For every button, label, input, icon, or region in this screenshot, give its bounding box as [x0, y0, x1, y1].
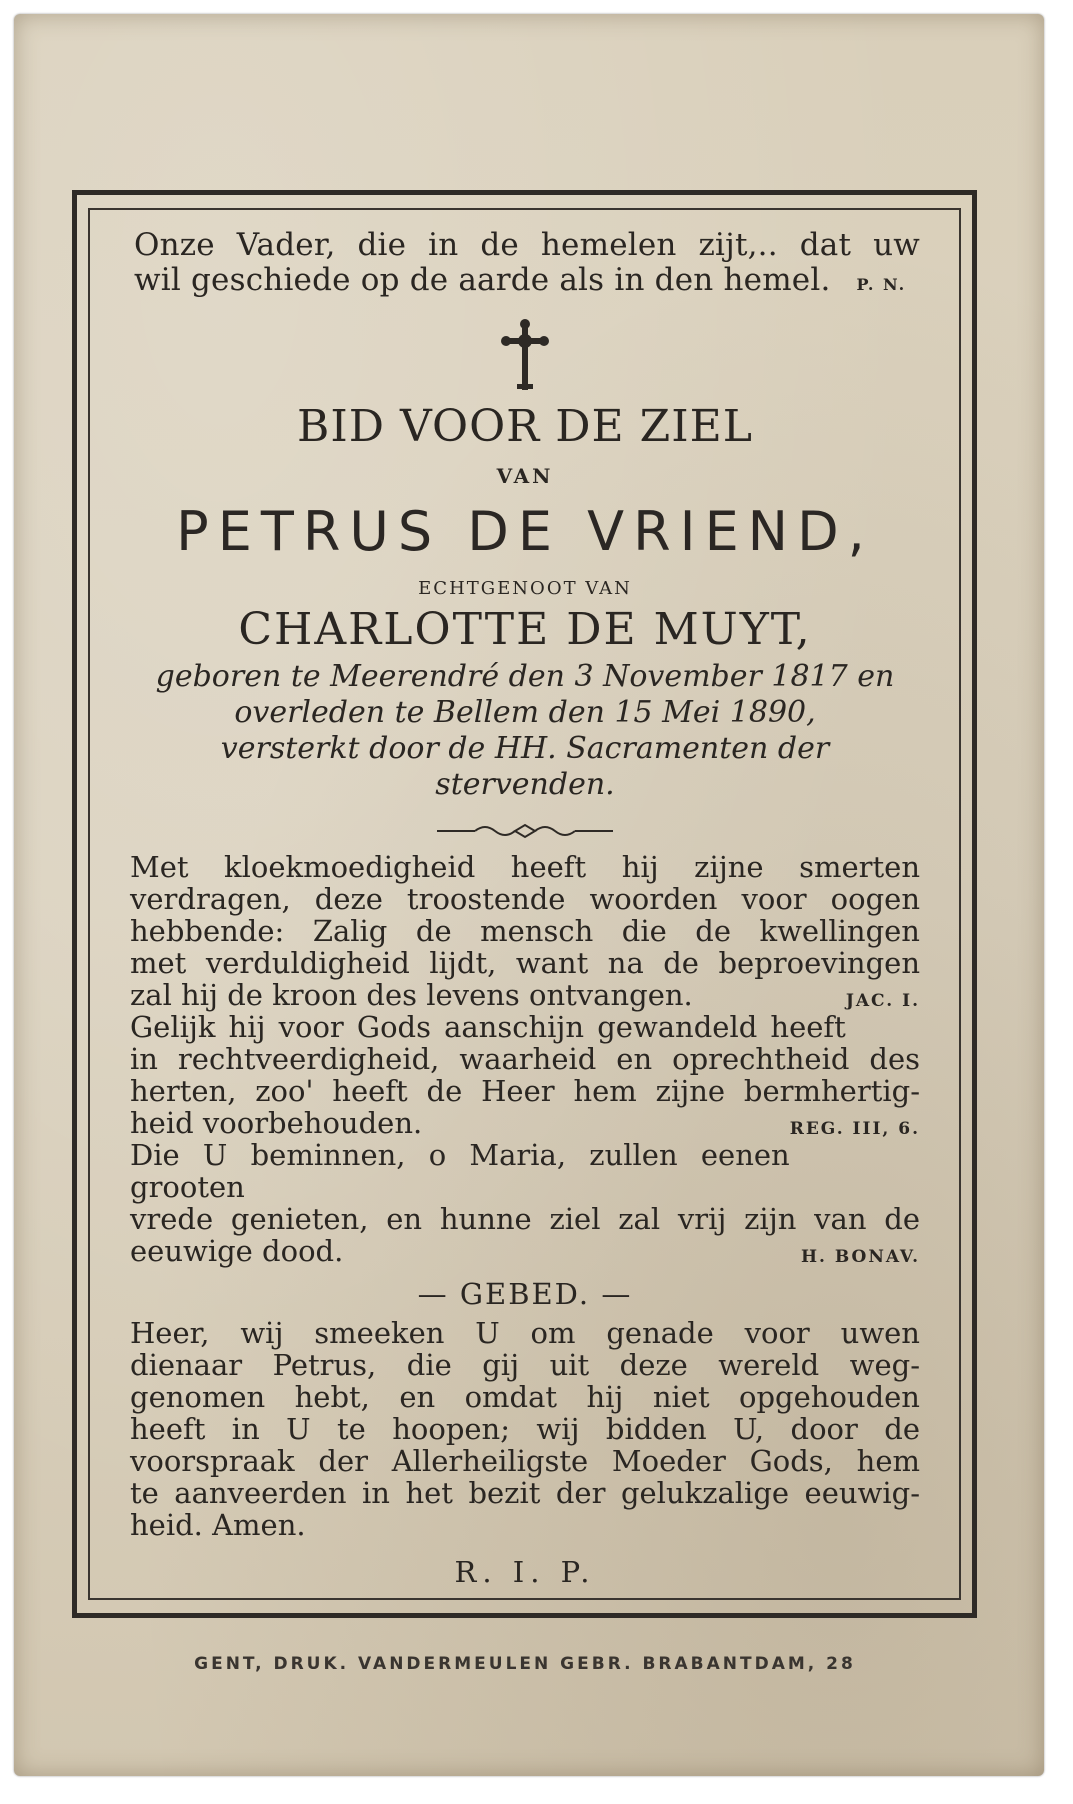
card-content [130, 228, 920, 1589]
prayer-line-2 [134, 263, 920, 302]
deceased-name: PETRUS DE VRIEND, [176, 500, 874, 563]
life-details [130, 659, 920, 803]
gebed-line: dienaar Petrus, die gij uit deze wereld weg- [130, 1348, 920, 1382]
death-line: overleden te Bellem den 15 Mei 1890, [234, 695, 816, 730]
gebed-line: Heer, wij smeeken U om genade voor uwen [130, 1316, 920, 1350]
prayer-line-1: Onze Vader, die in de hemelen zijt,.. dat uw [134, 227, 920, 263]
gebed-line: voorspraak der Allerheiligste Moeder Gods, hem [130, 1444, 920, 1478]
gebed-line: genomen hebt, en omdat hij niet opgehouden [130, 1380, 920, 1414]
rip-text: R. I. P. [454, 1555, 596, 1589]
paragraph-2 [130, 1011, 920, 1139]
p1-last-line [130, 979, 920, 1011]
p1-line: met verduldigheid lijdt, want na de beproevingen [130, 946, 920, 980]
spouse-name: CHARLOTTE DE MUYT, [238, 604, 812, 655]
gebed-line: te aanveerden in het bezit der gelukzalige eeuwig- [130, 1476, 920, 1510]
sacraments-line: versterkt door de HH. Sacramenten der stervenden. [220, 731, 830, 802]
p3-last-line [130, 1235, 920, 1267]
p2-line: in rechtveerdigheid, waarheid en oprechtheid des [130, 1042, 920, 1076]
van-label: VAN [496, 464, 554, 488]
ornament-divider-icon [435, 821, 615, 841]
printer-imprint: GENT, DRUK. VANDERMEULEN GEBR. BRABANTDAM, 28 [194, 1654, 856, 1674]
cross-icon [499, 318, 551, 392]
prayer-reference: P. N. [856, 275, 907, 294]
prayer-line-2-text: wil geschiede op de aarde als in den hemel. [134, 262, 831, 298]
gebed-prayer [130, 1317, 920, 1541]
bid-voor-de-ziel: BID VOOR DE ZIEL [297, 401, 753, 452]
p3-line: vrede genieten, en hunne ziel zal vrij zijn van de [130, 1202, 920, 1236]
gebed-line: heeft in U te hoopen; wij bidden U, door de [130, 1412, 920, 1446]
gebed-title: — GEBED. — [417, 1277, 633, 1311]
p3-line: Die U beminnen, o Maria, zullen eenen grooten [130, 1138, 790, 1204]
gebed-last-line: heid. Amen. [130, 1508, 306, 1542]
p2-line: Gelijk hij voor Gods aanschijn gewandeld heeft [130, 1010, 846, 1044]
paragraph-3 [130, 1139, 920, 1267]
p2-line: heid voorbehouden. [130, 1106, 423, 1140]
p1-line: Met kloekmoedigheid heeft hij zijne smerten [130, 850, 920, 884]
echtgenoot-label: ECHTGENOOT VAN [418, 578, 632, 599]
scripture-reference: REG. III, 6. [789, 1119, 920, 1139]
birth-line: geboren te Meerendré den 3 November 1817 en [155, 659, 895, 694]
scripture-reference: H. BONAV. [800, 1247, 920, 1267]
lords-prayer-quote [134, 228, 920, 302]
p2-last-line [130, 1107, 920, 1139]
p2-line: herten, zoo' heeft de Heer hem zijne bermhertig- [130, 1074, 920, 1108]
p1-line: hebbende: Zalig de mensch die de kwellingen [130, 914, 920, 948]
p1-line: verdragen, deze troostende woorden voor oogen [130, 882, 920, 916]
scripture-reference: JAC. I. [845, 991, 920, 1011]
p1-line: zal hij de kroon des levens ontvangen. [130, 978, 693, 1012]
paragraph-1 [130, 851, 920, 1011]
p3-line: eeuwige dood. [130, 1234, 344, 1268]
